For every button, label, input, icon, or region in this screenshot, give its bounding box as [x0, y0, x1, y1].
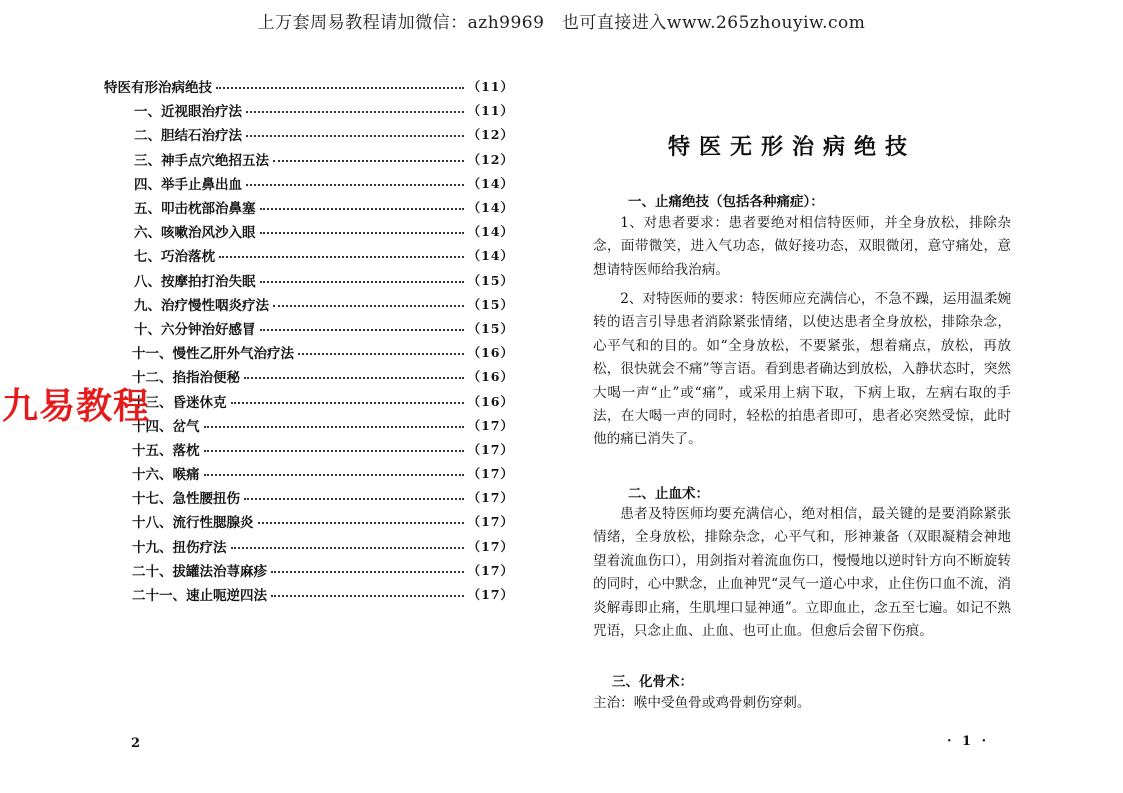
toc-entry-page: （17） — [467, 417, 514, 433]
toc-entry-page: （17） — [467, 466, 514, 482]
toc-leader-dots — [219, 256, 464, 258]
toc-entry-label: 特医有形治病绝技 — [104, 80, 212, 97]
toc-entry-page: （17） — [467, 562, 514, 578]
toc-row — [104, 485, 514, 509]
toc-row — [104, 534, 514, 558]
article-title: 特医无形治病绝技 — [668, 134, 917, 160]
toc-leader-dots — [271, 571, 464, 573]
toc-entry-label: 十四、岔气 — [132, 418, 200, 435]
left-page-number: 2 — [131, 736, 141, 751]
toc-row — [104, 461, 514, 485]
toc-row — [104, 219, 514, 243]
toc-entry-label: 十一、慢性乙肝外气治疗法 — [132, 346, 294, 363]
right-page-number: · 1 · — [947, 734, 990, 749]
toc-row — [104, 171, 514, 195]
header-banner: 上万套周易教程请加微信：azh9969 也可直接进入www.265zhouyiw.com — [257, 13, 866, 33]
toc-entry-label: 二、胆结石治疗法 — [134, 128, 242, 145]
toc-row — [104, 195, 514, 219]
toc-entry-page: （17） — [467, 514, 514, 530]
toc-entry-label: 十三、昏迷休克 — [132, 394, 227, 411]
toc-row — [104, 558, 514, 582]
toc-leader-dots — [244, 377, 464, 379]
toc-entry-label: 十二、掐指治便秘 — [132, 370, 240, 387]
toc-leader-dots — [298, 353, 464, 355]
toc-entry-label: 十七、急性腰扭伤 — [132, 491, 240, 508]
toc-entry-label: 十五、落枕 — [132, 442, 200, 459]
toc-row — [104, 316, 514, 340]
toc-leader-dots — [246, 135, 464, 137]
toc-row — [104, 122, 514, 146]
toc-leader-dots — [204, 450, 464, 452]
toc-row — [104, 243, 514, 267]
toc-leader-dots — [260, 281, 464, 283]
toc-leader-dots — [231, 402, 464, 404]
toc-leader-dots — [246, 111, 464, 113]
toc-leader-dots — [260, 232, 464, 234]
toc-entry-page: （17） — [467, 490, 514, 506]
toc-row — [104, 388, 514, 412]
toc-entry-label: 二十一、速止呃逆四法 — [132, 588, 267, 605]
toc-entry-label: 十、六分钟治好感冒 — [134, 321, 256, 338]
toc-entry-page: （12） — [467, 127, 514, 143]
toc-entry-page: （12） — [467, 151, 514, 167]
toc-entry-label: 九、治疗慢性咽炎疗法 — [134, 297, 269, 314]
toc-entry-page: （15） — [467, 320, 514, 336]
toc-row — [104, 147, 514, 171]
toc-entry-label: 四、举手止鼻出血 — [134, 176, 242, 193]
toc-leader-dots — [273, 160, 464, 162]
toc-row — [104, 98, 514, 122]
toc-leader-dots — [258, 522, 464, 524]
toc-leader-dots — [231, 547, 464, 549]
toc-row — [104, 437, 514, 461]
toc-entry-page: （17） — [467, 587, 514, 603]
toc-entry-page: （14） — [467, 248, 514, 264]
toc-entry-label: 十九、扭伤疗法 — [132, 539, 227, 556]
toc-row — [104, 74, 514, 98]
toc-entry-page: （17） — [467, 538, 514, 554]
section-heading: 一、止痛绝技（包括各种痛症）： — [628, 194, 824, 210]
toc-leader-dots — [216, 87, 464, 89]
toc-entry-page: （16） — [467, 393, 514, 409]
toc-leader-dots — [260, 329, 464, 331]
toc-row — [104, 340, 514, 364]
toc-entry-page: （15） — [467, 272, 514, 288]
watermark-logo: 九易教程 — [2, 386, 151, 427]
toc-row — [104, 364, 514, 388]
toc-entry-page: （16） — [467, 345, 514, 361]
toc-entry-label: 十六、喉痛 — [132, 467, 200, 484]
toc-entry-page: （16） — [467, 369, 514, 385]
toc-entry-label: 七、巧治落枕 — [134, 249, 215, 266]
toc-entry-page: （15） — [467, 296, 514, 312]
toc-leader-dots — [271, 595, 464, 597]
toc-entry-page: （11） — [467, 79, 514, 95]
paragraph: 1、对患者要求：患者要绝对相信特医师，并全身放松，排除杂念，面带微笑，进入气功态，做好接功态，双眼微闭，意守痛处，意想请特医师给我治病。 — [593, 215, 1011, 278]
toc-entry-label: 二十、拔罐法治荨麻疹 — [132, 563, 267, 580]
toc-leader-dots — [260, 208, 464, 210]
table-of-contents — [104, 74, 514, 606]
section-heading: 三、化骨术： — [612, 674, 693, 690]
toc-entry-label: 六、咳嗽治风沙入眼 — [134, 225, 256, 242]
toc-leader-dots — [244, 498, 464, 500]
toc-row — [104, 292, 514, 316]
paragraph: 2、对特医师的要求：特医师应充满信心，不急不躁，运用温柔婉转的语言引导患者消除紧张情绪，以使达患者全身放松，排除杂念，心平气和的目的。如“全身放松，不要紧张，想着痛点，放松，再放松，很快就会不痛”等言语。看到患者确达到放松，入静状态时，突然大喝一声“止”或“痛”，或采用上病下取，下病上取，左病右取的手法，在大喝一声的同时，轻松的拍患者即可，患者必突然受惊，此时他的痛已消失了。 — [593, 291, 1011, 448]
toc-entry-page: （14） — [467, 175, 514, 191]
paragraph: 患者及特医师均要充满信心，绝对相信，最关键的是要消除紧张情绪，全身放松，排除杂念，心平气和，形神兼备（双眼凝精会神地望着流血伤口），用剑指对着流血伤口，慢慢地以逆时针方向不断旋转的同时，心中默念，止血神咒“灵气一道心中求，止住伤口血不流，消炎解毒即止痛，生肌埋口显神通”。立即血止，念五至七遍。如记不熟咒语，只念止血、止血、也可止血。但愈后会留下伤痕。 — [593, 506, 1011, 640]
toc-entry-page: （17） — [467, 441, 514, 457]
toc-row — [104, 509, 514, 533]
toc-leader-dots — [273, 305, 464, 307]
toc-leader-dots — [204, 426, 464, 428]
toc-entry-page: （14） — [467, 200, 514, 216]
toc-entry-label: 十八、流行性腮腺炎 — [132, 515, 254, 532]
toc-entry-page: （11） — [467, 103, 514, 119]
toc-entry-label: 五、叩击枕部治鼻塞 — [134, 201, 256, 218]
toc-leader-dots — [246, 184, 464, 186]
paragraph: 主治：喉中受鱼骨或鸡骨刺伤穿刺。 — [593, 695, 811, 711]
toc-leader-dots — [204, 474, 464, 476]
toc-row — [104, 413, 514, 437]
toc-row — [104, 268, 514, 292]
toc-entry-label: 一、近视眼治疗法 — [134, 104, 242, 121]
toc-row — [104, 582, 514, 606]
section-heading: 二、止血术： — [628, 486, 709, 502]
toc-entry-page: （14） — [467, 224, 514, 240]
toc-entry-label: 三、神手点穴绝招五法 — [134, 152, 269, 169]
toc-entry-label: 八、按摩拍打治失眠 — [134, 273, 256, 290]
